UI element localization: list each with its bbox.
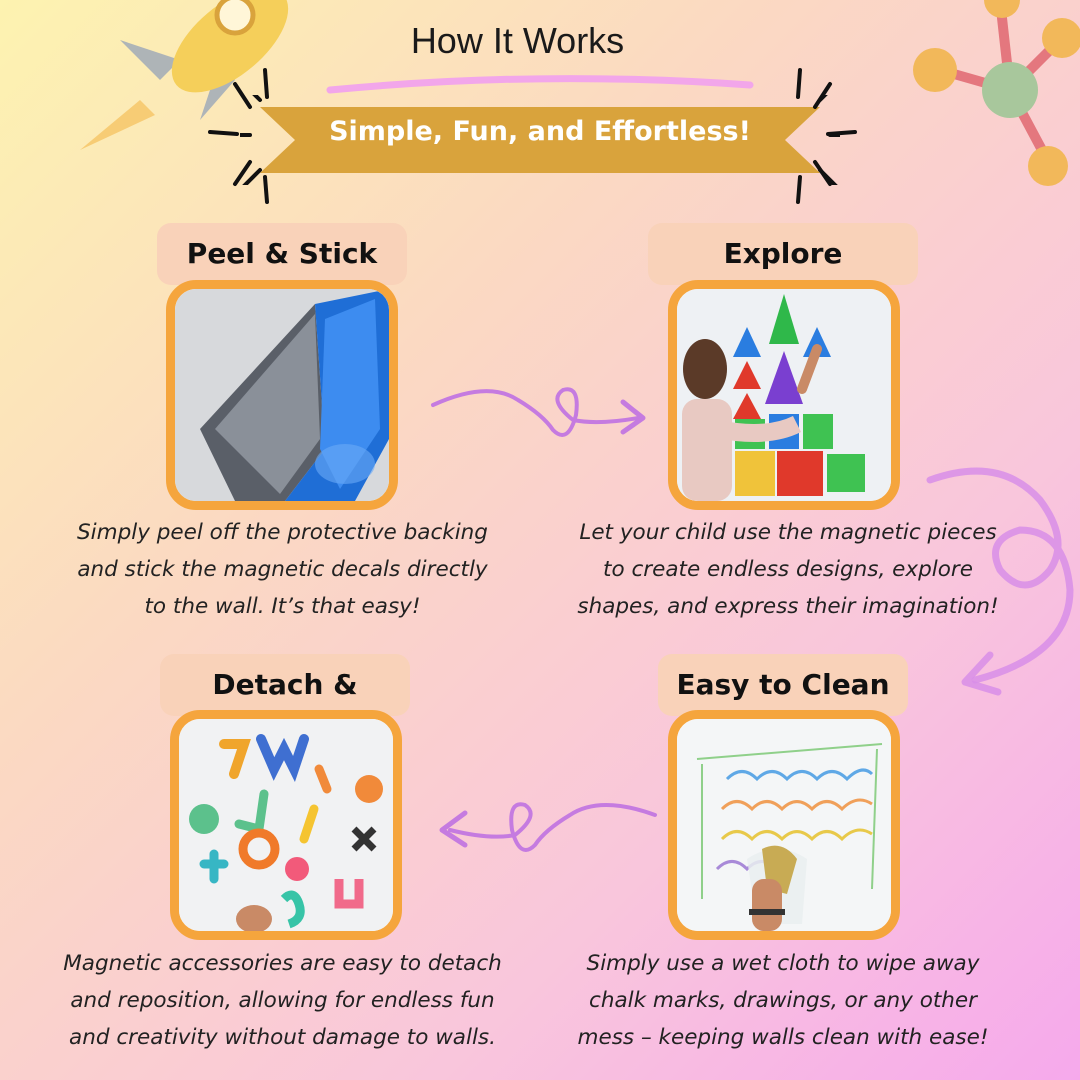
burst-lines-right	[780, 62, 860, 212]
step-1-description-line-3: to the wall. It’s that easy!	[144, 594, 421, 619]
step-2-description-line-2: to create endless designs, explore	[603, 557, 973, 582]
wiping-wall-illustration	[677, 719, 891, 931]
banner-text: Simple, Fun, and Effortless!	[329, 116, 751, 147]
step-2-description-line-3: shapes, and express their imagination!	[577, 594, 999, 619]
step-4-image-frame	[668, 710, 900, 940]
burst-lines-left	[205, 62, 285, 212]
step-1-description-line-1: Simply peel off the protective backing	[77, 520, 488, 545]
step-3-image-frame	[170, 710, 402, 940]
step-2-image-frame	[668, 280, 900, 510]
step-3-description-line-1: Magnetic accessories are easy to detach	[63, 951, 502, 976]
step-3-description-line-3: and creativity without damage to walls.	[69, 1025, 496, 1050]
step-2-title: Explore	[648, 223, 918, 285]
step-1-description-line-2: and stick the magnetic decals directly	[77, 557, 488, 582]
peel-backing-illustration	[175, 289, 389, 501]
step-1-image-frame	[166, 280, 398, 510]
magnetic-tiles-illustration	[677, 289, 891, 501]
arrow-curl-down-icon	[920, 460, 1080, 700]
step-1-description	[40, 514, 525, 625]
magnetic-letters-illustration	[179, 719, 393, 931]
step-1-title: Peel & Stick	[157, 223, 407, 285]
arrow-left-icon	[430, 785, 660, 865]
page-title: How It Works	[410, 20, 625, 61]
step-4-description-line-1: Simply use a wet cloth to wipe away	[586, 951, 980, 976]
arrow-right-icon	[428, 370, 658, 450]
step-3-description-line-2: and reposition, allowing for endless fun	[70, 988, 495, 1013]
step-4-title: Easy to Clean	[658, 654, 908, 716]
step-4-description-line-3: mess – keeping walls clean with ease!	[577, 1025, 989, 1050]
step-2-description-line-1: Let your child use the magnetic pieces	[579, 520, 997, 545]
step-4-description-line-2: chalk marks, drawings, or any other	[589, 988, 977, 1013]
step-4-description	[548, 945, 1018, 1056]
step-3-title: Detach &	[160, 654, 410, 716]
step-3-description	[30, 945, 535, 1056]
